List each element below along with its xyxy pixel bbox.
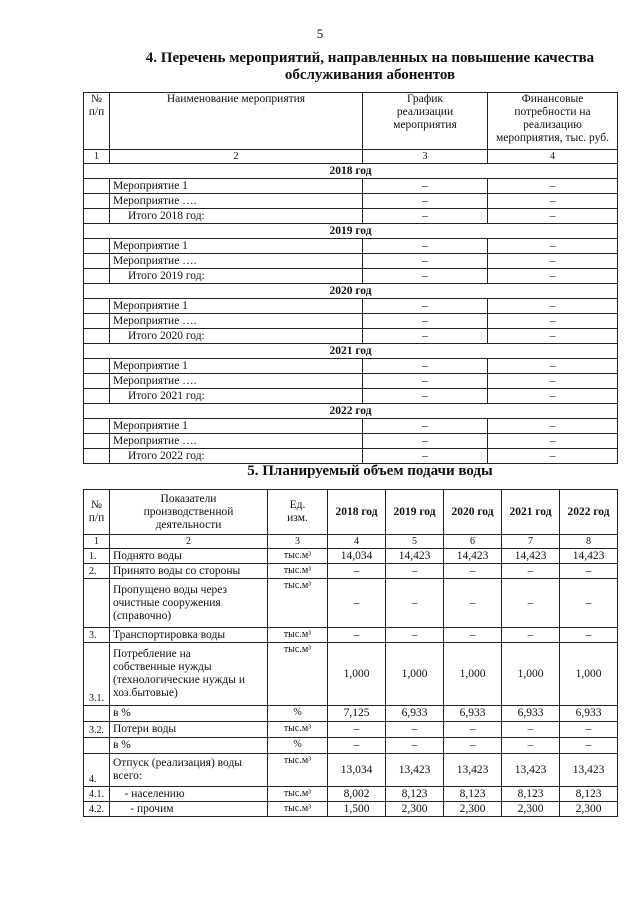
- indicator-name: Пропущено воды через очистные сооружения (справочно): [110, 579, 268, 628]
- year-value: 6,933: [560, 706, 618, 722]
- header-name: Наименование мероприятия: [110, 93, 363, 150]
- table-row: [84, 179, 618, 194]
- unit: тыс.м³: [268, 722, 328, 738]
- table-row: [84, 754, 618, 787]
- year-value: 8,123: [502, 787, 560, 802]
- column-number: 1: [84, 150, 110, 164]
- row-number: [84, 239, 110, 254]
- activity-name: Мероприятие ….: [110, 254, 363, 269]
- column-number: 7: [502, 535, 560, 549]
- column-number: 1: [84, 535, 110, 549]
- activity-name: Итого 2020 год:: [110, 329, 363, 344]
- year-value: 1,000: [386, 643, 444, 706]
- schedule-value: –: [363, 269, 488, 284]
- year-value: 13,423: [444, 754, 502, 787]
- indicator-name: Транспортировка воды: [110, 628, 268, 643]
- header-year: 2022 год: [560, 490, 618, 535]
- row-number: [84, 269, 110, 284]
- activity-name: Мероприятие 1: [110, 419, 363, 434]
- year-header-row: [84, 404, 618, 419]
- row-number: 4.: [84, 754, 110, 787]
- indicator-name: Потери воды: [110, 722, 268, 738]
- year-header-row: [84, 344, 618, 359]
- row-number: 2.: [84, 564, 110, 579]
- row-number: [84, 254, 110, 269]
- year-label: 2022 год: [84, 404, 618, 419]
- column-number: 4: [328, 535, 386, 549]
- table-row: [84, 254, 618, 269]
- activity-name: Мероприятие 1: [110, 359, 363, 374]
- year-value: –: [560, 722, 618, 738]
- year-value: –: [328, 738, 386, 754]
- activity-name: Мероприятие ….: [110, 314, 363, 329]
- year-value: 6,933: [502, 706, 560, 722]
- year-value: –: [328, 579, 386, 628]
- finance-value: –: [488, 179, 618, 194]
- unit: %: [268, 738, 328, 754]
- table-row: [84, 706, 618, 722]
- table-row: [84, 564, 618, 579]
- indicator-name: в %: [110, 706, 268, 722]
- table-row: [84, 239, 618, 254]
- indicator-name: - прочим: [110, 802, 268, 817]
- row-number: [84, 738, 110, 754]
- finance-value: –: [488, 434, 618, 449]
- unit: тыс.м³: [268, 628, 328, 643]
- table-row: [84, 643, 618, 706]
- section4-title: [120, 50, 620, 84]
- table-row: [84, 419, 618, 434]
- year-value: –: [328, 628, 386, 643]
- year-value: –: [502, 722, 560, 738]
- table-row: [84, 628, 618, 643]
- finance-value: –: [488, 194, 618, 209]
- row-number: [84, 449, 110, 464]
- column-number: 5: [386, 535, 444, 549]
- finance-value: –: [488, 329, 618, 344]
- page-number: 5: [316, 26, 324, 41]
- schedule-value: –: [363, 314, 488, 329]
- year-value: –: [560, 738, 618, 754]
- table-row: [84, 389, 618, 404]
- table-row: [84, 449, 618, 464]
- table-row: [84, 434, 618, 449]
- year-value: 13,423: [386, 754, 444, 787]
- activity-name: Мероприятие 1: [110, 179, 363, 194]
- year-value: 13,423: [502, 754, 560, 787]
- unit: тыс.м³: [268, 549, 328, 564]
- column-number: 2: [110, 535, 268, 549]
- row-number: [84, 359, 110, 374]
- schedule-value: –: [363, 359, 488, 374]
- row-number: [84, 194, 110, 209]
- section4-title-line2: обслуживания абонентов: [284, 67, 456, 83]
- header-num: № п/п: [84, 490, 110, 535]
- section5-title: 5. Планируемый объем подачи воды: [247, 463, 493, 479]
- year-value: –: [444, 579, 502, 628]
- year-value: –: [502, 579, 560, 628]
- year-value: 1,000: [444, 643, 502, 706]
- year-value: –: [444, 564, 502, 579]
- year-value: –: [502, 738, 560, 754]
- year-value: 2,300: [502, 802, 560, 817]
- year-value: –: [386, 722, 444, 738]
- row-number: [84, 374, 110, 389]
- finance-value: –: [488, 419, 618, 434]
- header-year: 2019 год: [386, 490, 444, 535]
- row-number: [84, 389, 110, 404]
- unit: тыс.м³: [268, 579, 328, 628]
- row-number: [84, 209, 110, 224]
- schedule-value: –: [363, 239, 488, 254]
- activity-name: Мероприятие 1: [110, 299, 363, 314]
- activity-name: Итого 2019 год:: [110, 269, 363, 284]
- year-header-row: [84, 164, 618, 179]
- year-value: 14,423: [502, 549, 560, 564]
- year-label: 2020 год: [84, 284, 618, 299]
- year-value: 8,123: [386, 787, 444, 802]
- table-row: [84, 269, 618, 284]
- year-value: 13,034: [328, 754, 386, 787]
- row-number: [84, 314, 110, 329]
- year-value: –: [386, 579, 444, 628]
- row-number: 4.2.: [84, 802, 110, 817]
- column-number: 4: [488, 150, 618, 164]
- activity-name: Мероприятие 1: [110, 239, 363, 254]
- header-schedule: График реализации мероприятия: [363, 93, 488, 150]
- finance-value: –: [488, 314, 618, 329]
- schedule-value: –: [363, 194, 488, 209]
- row-number: [84, 434, 110, 449]
- year-value: –: [444, 738, 502, 754]
- table-row: [84, 194, 618, 209]
- row-number: [84, 179, 110, 194]
- header-indicator: Показатели производственной деятельности: [110, 490, 268, 535]
- schedule-value: –: [363, 389, 488, 404]
- row-number: 4.1.: [84, 787, 110, 802]
- year-value: 13,423: [560, 754, 618, 787]
- column-number: 6: [444, 535, 502, 549]
- header-finance: Финансовые потребности на реализацию мероприятия, тыс. руб.: [488, 93, 618, 150]
- table-row: [84, 579, 618, 628]
- year-value: 6,933: [444, 706, 502, 722]
- year-header-row: [84, 284, 618, 299]
- activity-name: Итого 2021 год:: [110, 389, 363, 404]
- column-number: 3: [363, 150, 488, 164]
- header-unit: Ед. изм.: [268, 490, 328, 535]
- water-supply-table: [83, 489, 618, 817]
- finance-value: –: [488, 374, 618, 389]
- schedule-value: –: [363, 299, 488, 314]
- schedule-value: –: [363, 374, 488, 389]
- finance-value: –: [488, 239, 618, 254]
- year-label: 2018 год: [84, 164, 618, 179]
- indicator-name: в %: [110, 738, 268, 754]
- table-header-row: [84, 490, 618, 535]
- year-value: –: [560, 564, 618, 579]
- year-value: 14,423: [444, 549, 502, 564]
- finance-value: –: [488, 254, 618, 269]
- year-value: 1,000: [328, 643, 386, 706]
- schedule-value: –: [363, 209, 488, 224]
- table-row: [84, 314, 618, 329]
- year-value: 7,125: [328, 706, 386, 722]
- year-value: 8,123: [560, 787, 618, 802]
- indicator-name: Потребление на собственные нужды (технологические нужды и хоз.бытовые): [110, 643, 268, 706]
- section4-title-line1: 4. Перечень мероприятий, направленных на повышение качества: [145, 50, 595, 66]
- year-value: –: [502, 564, 560, 579]
- year-value: 2,300: [444, 802, 502, 817]
- header-num: № п/п: [84, 93, 110, 150]
- table-row: [84, 359, 618, 374]
- schedule-value: –: [363, 179, 488, 194]
- column-number: 8: [560, 535, 618, 549]
- activity-name: Мероприятие ….: [110, 434, 363, 449]
- row-number: 3.1.: [84, 643, 110, 706]
- year-value: 6,933: [386, 706, 444, 722]
- table-row: [84, 329, 618, 344]
- table-row: [84, 738, 618, 754]
- year-header-row: [84, 224, 618, 239]
- table-row: [84, 209, 618, 224]
- indicator-name: Отпуск (реализация) воды всего:: [110, 754, 268, 787]
- year-value: 8,123: [444, 787, 502, 802]
- year-value: –: [386, 628, 444, 643]
- year-value: –: [444, 722, 502, 738]
- finance-value: –: [488, 269, 618, 284]
- unit: тыс.м³: [268, 643, 328, 706]
- year-value: 2,300: [386, 802, 444, 817]
- year-value: 8,002: [328, 787, 386, 802]
- year-value: –: [386, 738, 444, 754]
- year-value: 1,500: [328, 802, 386, 817]
- table-row: [84, 299, 618, 314]
- indicator-name: Поднято воды: [110, 549, 268, 564]
- unit: тыс.м³: [268, 564, 328, 579]
- schedule-value: –: [363, 329, 488, 344]
- finance-value: –: [488, 449, 618, 464]
- finance-value: –: [488, 299, 618, 314]
- year-value: –: [328, 722, 386, 738]
- table-row: [84, 722, 618, 738]
- header-year: 2018 год: [328, 490, 386, 535]
- table-row: [84, 549, 618, 564]
- finance-value: –: [488, 389, 618, 404]
- column-number: 2: [110, 150, 363, 164]
- schedule-value: –: [363, 434, 488, 449]
- year-value: –: [560, 579, 618, 628]
- finance-value: –: [488, 359, 618, 374]
- unit: тыс.м³: [268, 787, 328, 802]
- activity-name: Итого 2022 год:: [110, 449, 363, 464]
- year-value: –: [502, 628, 560, 643]
- year-value: –: [328, 564, 386, 579]
- schedule-value: –: [363, 419, 488, 434]
- indicator-name: - населению: [110, 787, 268, 802]
- activity-name: Мероприятие ….: [110, 194, 363, 209]
- year-value: 14,423: [560, 549, 618, 564]
- row-number: 3.: [84, 628, 110, 643]
- year-value: 14,423: [386, 549, 444, 564]
- unit: %: [268, 706, 328, 722]
- row-number: [84, 419, 110, 434]
- row-number: [84, 329, 110, 344]
- header-year: 2020 год: [444, 490, 502, 535]
- row-number: [84, 579, 110, 628]
- activity-name: Мероприятие ….: [110, 374, 363, 389]
- year-value: –: [386, 564, 444, 579]
- year-value: 1,000: [560, 643, 618, 706]
- row-number: [84, 299, 110, 314]
- schedule-value: –: [363, 449, 488, 464]
- year-label: 2021 год: [84, 344, 618, 359]
- column-number: 3: [268, 535, 328, 549]
- column-number-row: [84, 150, 618, 164]
- year-value: –: [444, 628, 502, 643]
- schedule-value: –: [363, 254, 488, 269]
- year-value: 2,300: [560, 802, 618, 817]
- column-number-row: [84, 535, 618, 549]
- year-label: 2019 год: [84, 224, 618, 239]
- year-value: –: [560, 628, 618, 643]
- table-row: [84, 787, 618, 802]
- row-number: 3.2.: [84, 722, 110, 738]
- year-value: 1,000: [502, 643, 560, 706]
- header-year: 2021 год: [502, 490, 560, 535]
- activities-table: [83, 92, 618, 464]
- row-number: [84, 706, 110, 722]
- unit: тыс.м³: [268, 802, 328, 817]
- table-header-row: [84, 93, 618, 150]
- indicator-name: Принято воды со стороны: [110, 564, 268, 579]
- table-row: [84, 802, 618, 817]
- year-value: 14,034: [328, 549, 386, 564]
- unit: тыс.м³: [268, 754, 328, 787]
- row-number: 1.: [84, 549, 110, 564]
- table-row: [84, 374, 618, 389]
- finance-value: –: [488, 209, 618, 224]
- activity-name: Итого 2018 год:: [110, 209, 363, 224]
